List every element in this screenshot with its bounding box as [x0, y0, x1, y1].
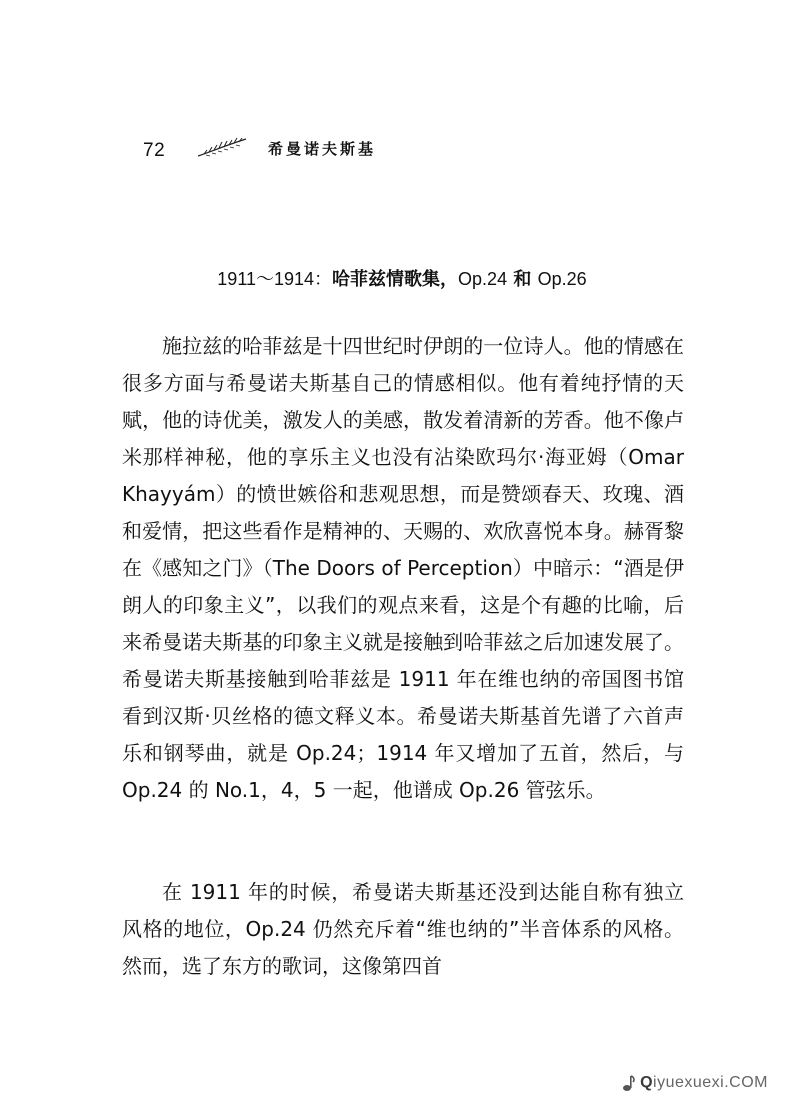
- watermark-brand-rest: iyuexuexi.COM: [653, 1074, 768, 1091]
- section-title: [140, 265, 664, 291]
- watermark-text: [640, 1074, 768, 1092]
- section-title-years: 1911～1914：: [217, 269, 333, 289]
- section-title-opus-1: Op.24: [458, 269, 508, 289]
- running-head-title: 希曼诺夫斯基: [268, 140, 377, 158]
- music-note-icon: [622, 1074, 636, 1092]
- page-number: 72: [143, 140, 166, 161]
- feather-flourish-icon: [196, 136, 248, 160]
- watermark-brand-q: Q: [640, 1074, 654, 1091]
- section-title-connector: 和: [507, 269, 538, 290]
- section-title-chinese: 哈菲兹情歌集，: [332, 269, 459, 290]
- site-watermark: [622, 1074, 768, 1092]
- body-paragraph-2: 在 1911 年的时候，希曼诺夫斯基还没到达能自称有独立风格的地位，Op.24 仍然充斥着“维也纳的”半音体系的风格。然而，选了东方的歌词，这像第四首: [122, 880, 684, 978]
- section-title-opus-2: Op.26: [537, 269, 587, 289]
- body-paragraph-1: 施拉兹的哈菲兹是十四世纪时伊朗的一位诗人。他的情感在很多方面与希曼诺夫斯基自己的情感相似。他有着纯抒情的天赋，他的诗优美，激发人的美感，散发着清新的芳香。他不像卢米那样神秘，他的享乐主义也没有沾染欧玛尔·海亚姆（Omar Khayyám）的愤世嫉俗和悲观思想，而是赞颂春天、玫瑰、酒和爱情，把这些看作是精神的、天赐的、欢欣喜悦本身。赫胥黎在《感知之门》（The Doors of Perception）中暗示：“酒是伊朗人的印象主义”，以我们的观点来看，这是个有趣的比喻，后来希曼诺夫斯基的印象主义就是接触到哈菲兹之后加速发展了。希曼诺夫斯基接触到哈菲兹是 1911 年在维也纳的帝国图书馆看到汉斯·贝丝格的德文释义本。希曼诺夫斯基首先谱了六首声乐和钢琴曲，就是 Op.24；1914 年又增加了五首，然后，与 Op.24 的 No.1，4，5 一起，他谱成 Op.26 管弦乐。: [122, 334, 684, 802]
